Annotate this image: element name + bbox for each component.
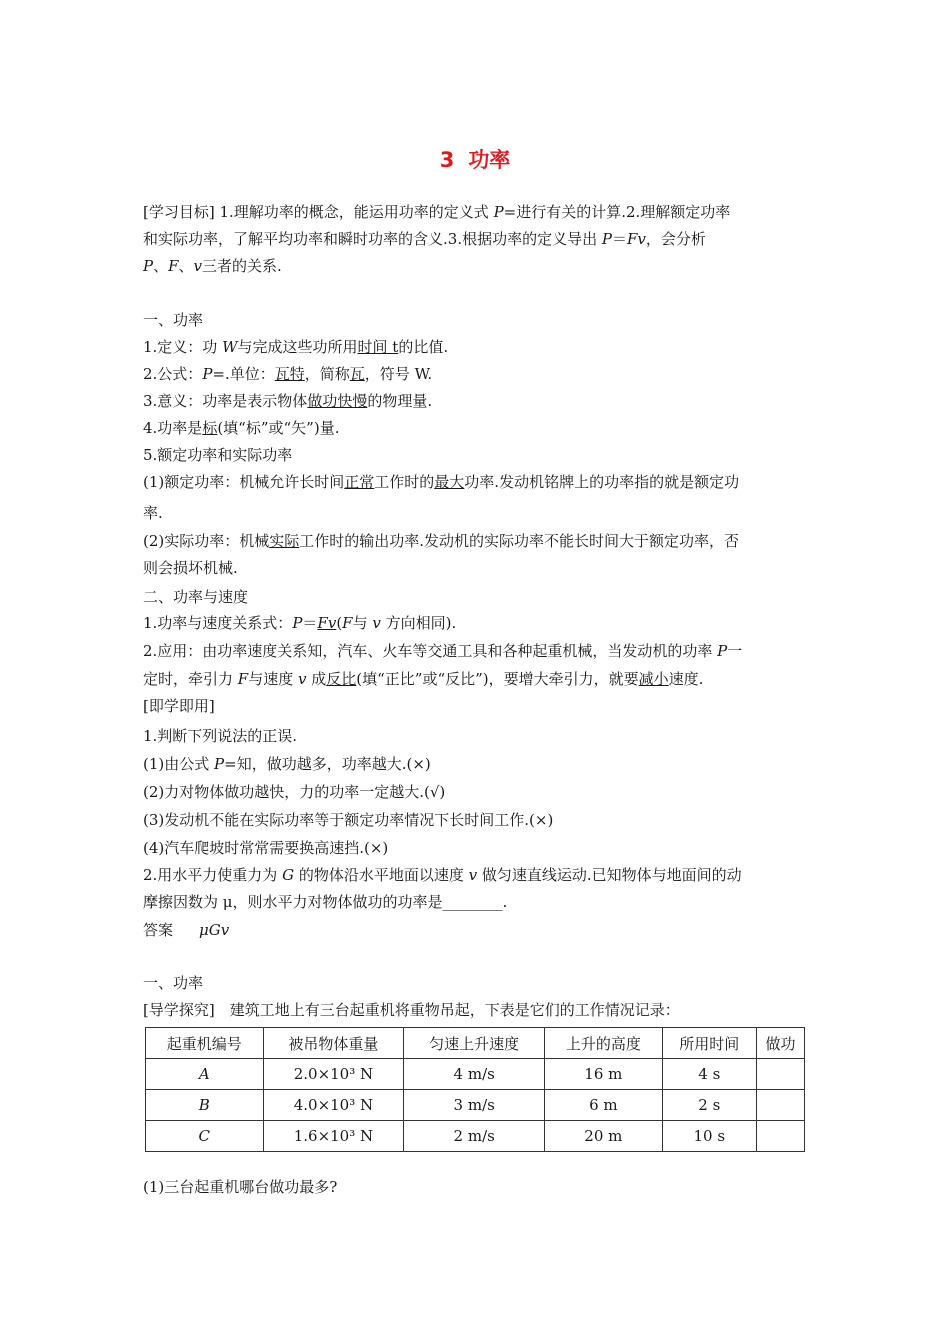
- table-cell: 4.0×10³ N: [263, 1090, 404, 1121]
- rated-power-line-cont: 率.: [143, 504, 163, 522]
- goals-line-1: [学习目标] 1.理解功率的概念，能运用功率的定义式 P=进行有关的计算.2.理解额定功率: [143, 203, 731, 221]
- answer-blank: 瓦特: [274, 365, 305, 383]
- section-heading: 二、功率与速度: [143, 588, 249, 606]
- table-header: 起重机编号: [146, 1028, 264, 1059]
- table-row: [146, 1090, 805, 1121]
- table-cell: [756, 1090, 804, 1121]
- title-text: 功率: [468, 148, 511, 172]
- application-line-cont: 定时，牵引力 F与速度 v 成反比(填“正比”或“反比”)，要增大牵引力，就要减小速度.: [143, 670, 704, 688]
- table-header: 做功: [756, 1028, 804, 1059]
- table-cell: 3 m/s: [404, 1090, 545, 1121]
- actual-power-line-cont: 则会损坏机械.: [143, 559, 238, 577]
- statement-1: (1)由公式 P=知，做功越多，功率越大.(×): [143, 755, 431, 773]
- table-header: 所用时间: [662, 1028, 756, 1059]
- answer-blank: 最大: [434, 473, 465, 491]
- practice-heading: [即学即用]: [143, 697, 215, 715]
- scalar-line: 4.功率是标(填“标”或“矢”)量.: [143, 419, 340, 437]
- answer-blank: 瓦: [349, 365, 365, 383]
- explore-question-1: (1)三台起重机哪台做功最多?: [143, 1178, 338, 1196]
- table-cell: 20 m: [545, 1121, 663, 1152]
- table-cell: 2.0×10³ N: [263, 1059, 404, 1090]
- page-title: [0, 144, 950, 174]
- application-line: 2.应用：由功率速度关系知，汽车、火车等交通工具和各种起重机械，当发动机的功率 P一: [143, 642, 743, 660]
- answer-blank: 时间 t: [357, 338, 399, 356]
- answer-blank: 正常: [344, 473, 375, 491]
- table-header: 上升的高度: [545, 1028, 663, 1059]
- relation-line: 1.功率与速度关系式：P＝Fv(F与 v 方向相同).: [143, 614, 457, 632]
- table-row: [146, 1121, 805, 1152]
- answer-blank: 实际: [269, 532, 300, 550]
- table-cell: 6 m: [545, 1090, 663, 1121]
- table-cell: [756, 1059, 804, 1090]
- table-cell: [756, 1121, 804, 1152]
- table-cell: 2 s: [662, 1090, 756, 1121]
- table-header: 被吊物体重量: [263, 1028, 404, 1059]
- table-cell: 1.6×10³ N: [263, 1121, 404, 1152]
- table-cell: 16 m: [545, 1059, 663, 1090]
- meaning-line: 3.意义：功率是表示物体做功快慢的物理量.: [143, 392, 433, 410]
- goals-line-2: 和实际功率，了解平均功率和瞬时功率的含义.3.根据功率的定义导出 P＝Fv，会分析: [143, 230, 706, 248]
- answer-blank: 标: [202, 419, 218, 437]
- statement-4: (4)汽车爬坡时常常需要换高速挡.(×): [143, 839, 389, 857]
- answer-blank: Fv: [317, 614, 337, 632]
- section-heading: 一、功率: [143, 311, 204, 329]
- table-cell: C: [146, 1121, 264, 1152]
- actual-power-line: (2)实际功率：机械实际工作时的输出功率.发动机的实际功率不能长时间大于额定功率，否: [143, 532, 740, 550]
- table-cell: 2 m/s: [404, 1121, 545, 1152]
- definition-line: 1.定义：功 W与完成这些功所用时间 t的比值.: [143, 338, 449, 356]
- explore-intro: [导学探究] 建筑工地上有三台起重机将重物吊起，下表是它们的工作情况记录：: [143, 1001, 680, 1019]
- question-2: 2.用水平力使重力为 G 的物体沿水平地面以速度 v 做匀速直线运动.已知物体与地面间的动: [143, 866, 742, 884]
- goals-line-3: P、F、v三者的关系.: [143, 257, 282, 275]
- question-1: 1.判断下列说法的正误.: [143, 727, 298, 745]
- table-cell: 4 s: [662, 1059, 756, 1090]
- statement-2: (2)力对物体做功越快，力的功率一定越大.(√): [143, 783, 446, 801]
- answer-line: [143, 920, 813, 940]
- subheading: 5.额定功率和实际功率: [143, 446, 293, 464]
- answer-blank: 反比: [326, 670, 357, 688]
- answer-blank: 减小: [638, 670, 669, 688]
- answer-value: μGv: [199, 921, 230, 939]
- table-cell: 10 s: [662, 1121, 756, 1152]
- question-2-cont: 摩擦因数为 μ，则水平力对物体做功的功率是________.: [143, 893, 508, 911]
- table-header-row: [146, 1028, 805, 1059]
- table-cell: B: [146, 1090, 264, 1121]
- table-cell: A: [146, 1059, 264, 1090]
- table-row: [146, 1059, 805, 1090]
- statement-3: (3)发动机不能在实际功率等于额定功率情况下长时间工作.(×): [143, 811, 554, 829]
- rated-power-line: (1)额定功率：机械允许长时间正常工作时的最大功率.发动机铭牌上的功率指的就是额定功: [143, 473, 740, 491]
- formula-line: 2.公式：P=.单位：瓦特，简称瓦，符号 W.: [143, 365, 433, 383]
- section-heading: 一、功率: [143, 974, 204, 992]
- title-number: 3: [439, 148, 455, 172]
- answer-label: 答案: [143, 921, 174, 939]
- table-header: 匀速上升速度: [404, 1028, 545, 1059]
- answer-blank: 做功快慢: [307, 392, 368, 410]
- table-cell: 4 m/s: [404, 1059, 545, 1090]
- crane-table: [145, 1027, 805, 1152]
